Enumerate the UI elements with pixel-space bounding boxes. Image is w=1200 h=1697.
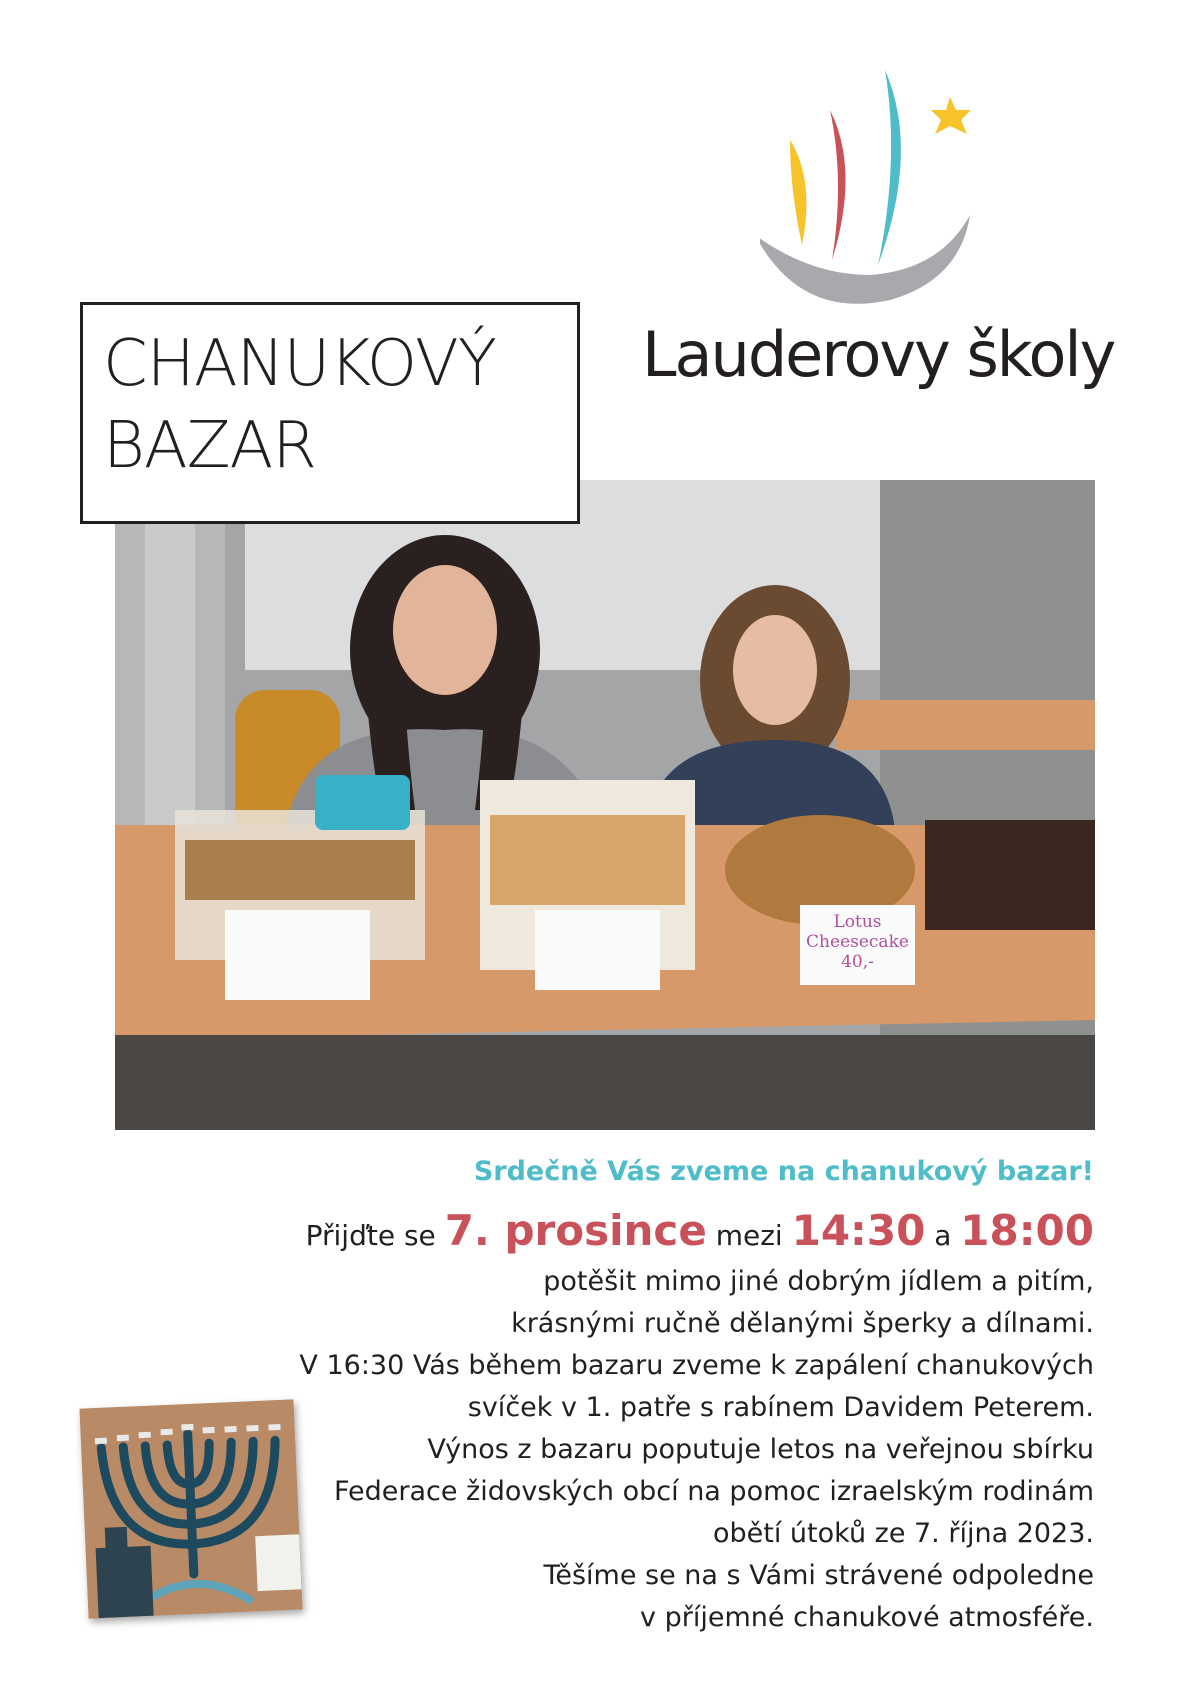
date-line [306,1206,1094,1255]
date-conjunction: a [934,1219,952,1252]
school-name: Lauderovy školy [642,318,1115,391]
title-box [80,302,580,524]
body-line: krásnými ručně dělanými šperky a dílnami. [511,1308,1094,1339]
body-line: Federace židovských obcí na pomoc izraelským rodinám [333,1476,1094,1507]
date-prefix: Přijďte se [305,1219,436,1252]
start-time: 14:30 [791,1206,926,1255]
invite-heading: Srdečně Vás zveme na chanukový bazar! [473,1156,1094,1187]
body-line: Těšíme se na s Vámi strávené odpoledne [543,1560,1094,1591]
body-line: Výnos z bazaru poputuje letos na veřejnou sbírku [427,1434,1094,1465]
card-label-line: 40,- [841,952,874,972]
menorah-icon [80,1399,303,1618]
end-time: 18:00 [960,1206,1094,1255]
title-line-2: BAZAR [103,409,316,483]
body-line: v příjemné chanukové atmosféře. [640,1602,1094,1633]
menorah-picture [80,1399,303,1618]
school-logo-icon [760,70,1020,310]
date-middle: mezi [715,1219,783,1252]
body-line: svíček v 1. patře s rabínem Davidem Peterem. [467,1392,1094,1423]
card-label-line: Lotus [833,912,882,932]
card-label-line: Cheesecake [806,932,909,952]
body-line: potěšit mimo jiné dobrým jídlem a pitím, [543,1266,1094,1297]
event-date: 7. prosince [444,1206,707,1255]
bazaar-photo [115,480,1095,1130]
body-line: V 16:30 Vás během bazaru zveme k zapálení chanukových [299,1350,1094,1381]
title-line-1: CHANUKOVÝ [103,327,496,401]
body-line: obětí útoků ze 7. října 2023. [712,1518,1094,1549]
cake-price-card [800,912,915,972]
